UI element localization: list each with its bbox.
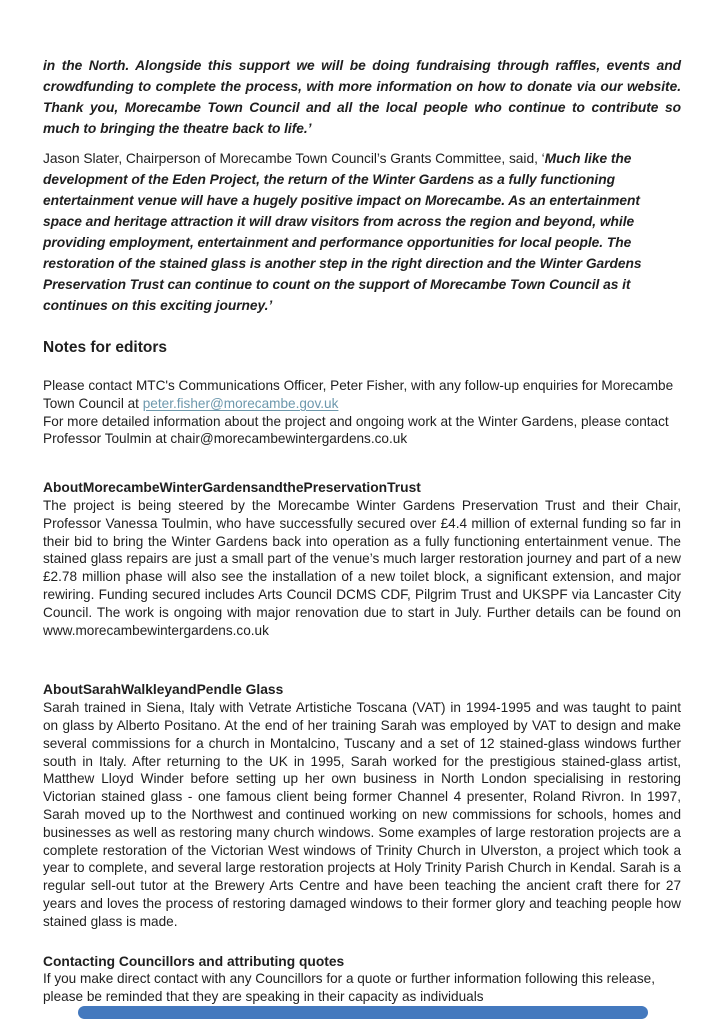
quote-paragraph-continued: in the North. Alongside this support we will be doing fundraising through raffles, events and crowdfunding to complete the process, with more information on how to donate via our website. Thank you, Morecambe Town Council and all the local people who continue to contribute so much to bringing the theatre back to life.’	[43, 58, 681, 136]
horizontal-scrollbar-thumb[interactable]	[78, 1006, 648, 1019]
press-contact-block	[43, 377, 681, 448]
email-link[interactable]: peter.fisher@morecambe.gov.uk	[142, 395, 339, 411]
contact-line-2: For more detailed information about the project and ongoing work at the Winter Gardens, please contact Professor Toulmin at chair@morecambewintergardens.co.uk	[43, 413, 669, 447]
jason-slater-quote-paragraph	[43, 148, 681, 316]
about-winter-gardens-heading: AboutMorecambeWinterGardensandthePreservationTrust	[43, 480, 421, 496]
jason-slater-quote-text: Much like the development of the Eden Project, the return of the Winter Gardens as a fully functioning entertainment venue will have a hugely positive impact on Morecambe. As an entertainment space and heritage attraction it will draw visitors from across the region and beyond, while providing employment, entertainment and performance opportunities for local people. The restoration of the stained glass is another step in the right direction and the Winter Gardens Preservation Trust can continue to count on the support of Morecambe Town Council as it continues on this exciting journey.’	[43, 151, 642, 313]
about-sarah-walkley-body: Sarah trained in Siena, Italy with Vetrate Artistiche Toscana (VAT) in 1994-1995 and was taught to paint on glass by Alberto Positano. At the end of her training Sarah was employed by VAT to design and make several commissions for a church in Montalcino, Tuscany and a set of 12 stained-glass windows further south in Italy. After returning to the UK in 1995, Sarah worked for the prestigious stained-glass artist, Matthew Lloyd Winder before setting up her own business in North London specialising in restoring Victorian stained glass - one famous client being former Channel 4 presenter, Roland Rivron. In 1997, Sarah moved up to the Northwest and continued working on new commissions for schools, homes and businesses as well as restoring many church windows. Some examples of large restoration projects are a complete restoration of the Victorian West windows of Trinity Church in Ulverston, a project which took a year to complete, and several large restoration projects at Holy Trinity Parish Church in Kendal. Sarah is a regular sell-out tutor at the Brewery Arts Centre and have been teaching the ancient craft there for 27 years and loves the process of restoring damaged windows to their former glory and teaching people how stained glass is made.	[43, 700, 681, 929]
contacting-councillors-heading: Contacting Councillors and attributing quotes	[43, 953, 345, 969]
about-winter-gardens-section	[43, 479, 681, 639]
notes-for-editors-heading: Notes for editors	[43, 339, 168, 356]
contacting-councillors-section	[43, 953, 681, 1006]
quote-attribution-intro: Jason Slater, Chairperson of Morecambe Town Council’s Grants Committee, said, ‘	[43, 151, 545, 166]
contact-line-1	[43, 377, 681, 413]
contact-line-1-text: Please contact MTC's Communications Officer, Peter Fisher, with any follow-up enquiries for Morecambe Town Council at	[43, 378, 674, 411]
about-winter-gardens-body: The project is being steered by the Morecambe Winter Gardens Preservation Trust and their Chair, Professor Vanessa Toulmin, who have successfully secured over £4.4 million of external funding so far in their bid to bring the Winter Gardens back into operation as a fully functioning entertainment venue. The stained glass repairs are just a small part of the venue’s much larger restoration journey and part of a new £2.78 million phase will also see the installation of a new toilet block, a significant extension, and major rewiring. Funding secured includes Arts Council DCMS CDF, Pilgrim Trust and UKSPF via Lancaster City Council. The work is ongoing with major renovation due to start in July. Further details can be found on www.morecambewintergardens.co.uk	[43, 497, 681, 638]
about-sarah-walkley-section	[43, 681, 681, 930]
about-sarah-walkley-heading: AboutSarahWalkleyandPendle Glass	[43, 682, 284, 698]
contacting-councillors-body: If you make direct contact with any Councillors for a quote or further information following this release, please be reminded that they are speaking in their capacity as individuals	[43, 971, 656, 1005]
